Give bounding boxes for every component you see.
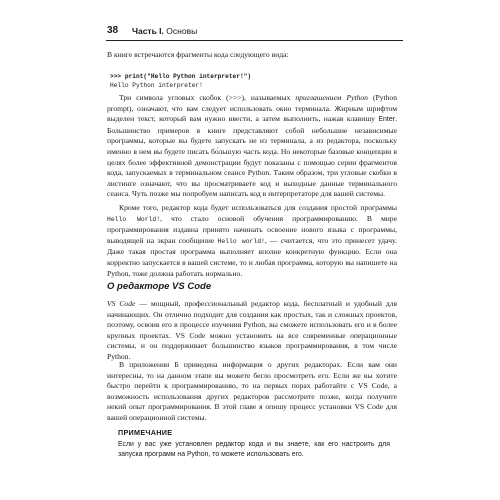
note-text: Если у вас уже установлен редактор кода и вы знаете, как его настроить для запуска программ на Python, то можете использовать его. [118, 441, 390, 458]
code-input-line: print("Hello Python interpreter!") [124, 73, 252, 80]
paragraph-appendix [107, 360, 397, 424]
code-hello-world: Hello World! [107, 215, 161, 223]
intro-paragraph: В книге встречаются фрагменты кода следующего вида: [107, 50, 289, 59]
running-header [107, 25, 397, 37]
vscode-paragraph: VS Code — мощный, профессиональный редактор кода, бесплатный и удобный для начинающих. Он отлично подходит для создания как простых, так и сложных проектов, поэтому, освоив его в процессе изучения Python, вы сможете использовать его и в более крупных проектах. VS Code можно установить на все современные операционные системы, и он поддерживает большинство языков программирования, в том числе Python. [107, 299, 397, 361]
part-name: Основы [166, 26, 198, 36]
intro-block [107, 50, 397, 61]
part-label: Часть I. [132, 26, 164, 36]
note-box [118, 428, 390, 460]
note-title: ПРИМЕЧАНИЕ [118, 428, 173, 437]
section-heading-block [107, 281, 397, 292]
part-title [132, 26, 197, 36]
appendix-paragraph: В приложении Б приведена информация о других редакторах. Если вам они интересны, то на данном этапе вы можете бегло просмотреть его. Если же вы хотите быстро перейти к программированию, то на первых порах работайте с VS Code, а возможность использования других редакторов рассмотрите позже, когда получите некий опыт программирования. В этой главе я опишу процесс установки VS Code для вашей операционной системы. [107, 360, 397, 422]
header-rule [106, 40, 403, 41]
paragraph-hello-world [107, 203, 397, 279]
paragraph-vscode [107, 299, 397, 363]
enter-key: Enter [378, 116, 396, 124]
section-title: О редакторе VS Code [107, 281, 212, 292]
paragraph-prompt [107, 93, 397, 200]
code-hello-world-lower: Hello world! [217, 237, 265, 245]
hello-world-paragraph: Кроме того, редактор кода будет использоваться для создания простой программы Hello World!, что стало основой обучения программированию. В мире программирования издавна принято начинать освоение нового языка с программы, выводящей на экран сообщение Hello world!, — считается, что это принесет удачу. Даже такая простая программа выполняет вполне конкретную функцию. Если она корректно запускается в вашей системе, то и любая программа, которую вы напишете на Python, тоже должна работать нормально. [107, 203, 397, 278]
python-prompt: >>> [110, 73, 125, 80]
code-output-line: Hello Python interpreter! [110, 81, 203, 89]
vscode-term: VS Code [107, 299, 136, 308]
code-listing [110, 73, 400, 90]
page-number: 38 [107, 25, 119, 36]
prompt-term: приглашением Python [295, 93, 368, 102]
prompt-paragraph: Три символа угловых скобок (>>>), называемых приглашением Python (Python prompt), означают, что вам следует использовать окно терминала. Жирным шрифтом выделен текст, который вам нужно ввести, а затем выполнить, нажав клавишу Enter. Большинство примеров в книге представляют собой небольшие независимые программы, которые вы будете запускать не из терминала, а из редактора, поскольку именно в нем вы будете писать бо́льшую часть кода. Но некоторые базовые концепции в целях более эффективной демонстрации будут показаны с помощью серии фрагментов кода, запускаемых в терминальном сеансе Python. Таким образом, три угловые скобки в листинге означают, что вы просматриваете код и выходные данные терминального сеанса. Чуть позже мы попробуем написать код в интерпретаторе для вашей системы. [107, 93, 398, 199]
